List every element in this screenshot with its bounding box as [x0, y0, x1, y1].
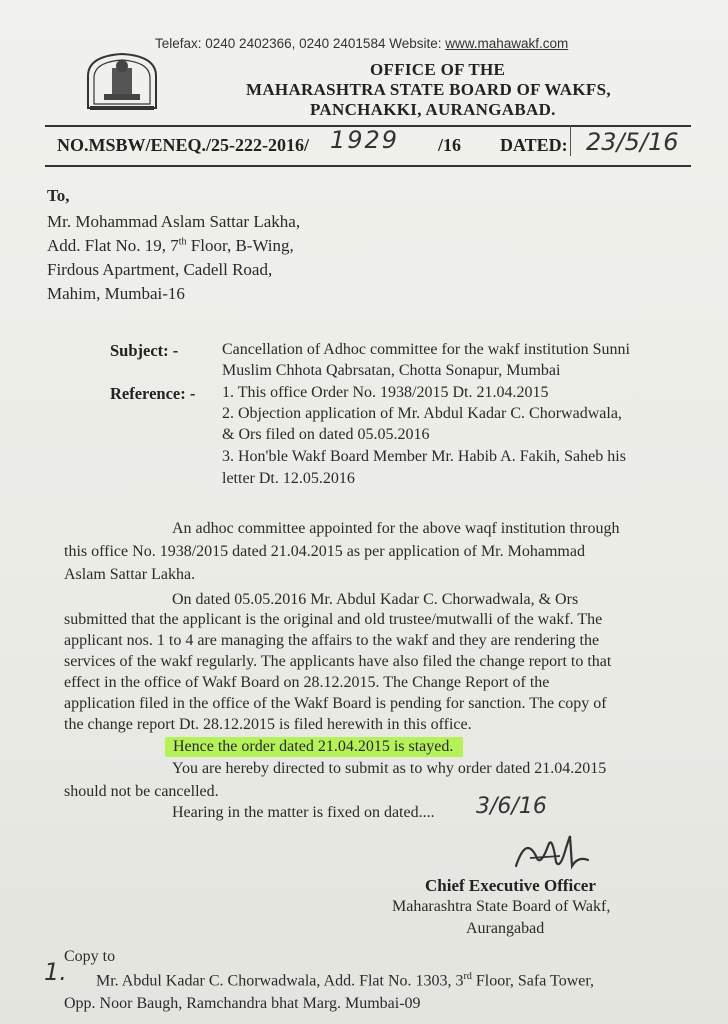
body-para2-line7: the change report Dt. 28.12.2015 is filed herewith in this office. [64, 716, 472, 733]
addressee-address-line1 [47, 236, 294, 256]
office-title-line3: PANCHAKKI, AURANGABAD. [310, 100, 556, 119]
handwritten-hearing-date: 3/6/16 [476, 794, 547, 819]
body-para2-line5: effect in the office of Wakf Board on 28.12.2015. The Change Report of the [64, 674, 550, 691]
reference-label: Reference: - [110, 384, 196, 403]
reference-item-3-line2: letter Dt. 12.05.2016 [222, 470, 355, 487]
copy-recipient-line1-post: Floor, Safa Tower, [471, 972, 595, 990]
subject-label: Subject: - [110, 341, 179, 360]
copy-recipient-line1-pre: Mr. Abdul Kadar C. Chorwadwala, Add. Flat No. 1303, 3 [96, 972, 464, 990]
signatory-title: Chief Executive Officer [425, 876, 596, 895]
reference-item-2-line1: 2. Objection application of Mr. Abdul Kadar C. Chorwadwala, [222, 405, 622, 422]
state-emblem-icon [82, 50, 162, 114]
addressee-address-line2: Firdous Apartment, Cadell Road, [47, 260, 273, 279]
handwritten-reference-number: 1929 [330, 126, 400, 154]
office-title-line2: MAHARASHTRA STATE BOARD OF WAKFS, [246, 80, 611, 99]
body-para2-line6: application filed in the office of the Wakf Board is pending for sanction. The copy of [64, 695, 607, 712]
signatory-city: Aurangabad [466, 920, 545, 937]
copy-recipient-line1-sup: rd [463, 971, 472, 982]
body-para1-line1: An adhoc committee appointed for the above waqf institution through [172, 520, 620, 537]
addressee-name: Mr. Mohammad Aslam Sattar Lakha, [47, 212, 301, 231]
website-link[interactable]: www.mahawakf.com [445, 36, 569, 51]
signature-scribble-icon [508, 826, 598, 876]
reference-item-3-line1: 3. Hon'ble Wakf Board Member Mr. Habib A. Fakih, Saheb his [222, 448, 626, 465]
copy-to-label: Copy to [64, 948, 116, 965]
reference-item-1: 1. This office Order No. 1938/2015 Dt. 21.04.2015 [222, 384, 549, 401]
body-para2-line3: applicant nos. 1 to 4 are managing the affairs to the wakf and they are rendering the [64, 632, 600, 649]
reference-number-prefix: NO.MSBW/ENEQ./25-222-2016/ [57, 135, 310, 155]
body-para2-line1: On dated 05.05.2016 Mr. Abdul Kadar C. Chorwadwala, & Ors [172, 591, 579, 608]
signatory-organization: Maharashtra State Board of Wakf, [392, 898, 611, 915]
subject-line2: Muslim Chhota Qabrsatan, Chotta Sonapur, Mumbai [222, 362, 561, 379]
body-para2-line2: submitted that the applicant is the original and old trustee/mutwalli of the wakf. The [64, 611, 603, 628]
subject-line1: Cancellation of Adhoc committee for the wakf institution Sunni [222, 341, 630, 358]
telefax-text: Telefax: 0240 2402366, 0240 2401584 Website: [155, 36, 446, 51]
body-para1-line3: Aslam Sattar Lakha. [64, 566, 196, 583]
addressee-address-line1-sup: th [178, 236, 187, 248]
dated-label: DATED: [500, 135, 568, 155]
body-para3-line2: should not be cancelled. [64, 783, 219, 800]
bottom-divider [45, 165, 691, 167]
reference-year: /16 [438, 135, 462, 155]
addressee-to: To, [47, 186, 70, 205]
reference-item-2-line2: & Ors filed on dated 05.05.2016 [222, 426, 430, 443]
body-para3-line1: You are hereby directed to submit as to why order dated 21.04.2015 [172, 760, 607, 777]
office-title-line1: OFFICE OF THE [370, 60, 506, 79]
copy-recipient-line1 [96, 971, 594, 990]
handwritten-copy-mark: 1. [44, 958, 67, 986]
copy-recipient-line2: Opp. Noor Baugh, Ramchandra bhat Marg. Mumbai-09 [64, 995, 421, 1012]
handwritten-date: 23/5/16 [586, 128, 679, 156]
addressee-address-line1-pre: Add. Flat No. 19, 7 [47, 236, 179, 255]
addressee-address-line3: Mahim, Mumbai-16 [47, 284, 185, 303]
body-para1-line2: this office No. 1938/2015 dated 21.04.2015 as per application of Mr. Mohammad [64, 543, 585, 560]
body-para2-line4: services of the wakf regularly. The applicants have also filed the change report to that [64, 653, 612, 670]
telefax-line [155, 36, 568, 51]
hearing-line: Hearing in the matter is fixed on dated.... [172, 804, 435, 821]
addressee-address-line1-post: Floor, B-Wing, [186, 236, 294, 255]
highlighted-stay-order: Hence the order dated 21.04.2015 is stayed. [165, 737, 463, 757]
